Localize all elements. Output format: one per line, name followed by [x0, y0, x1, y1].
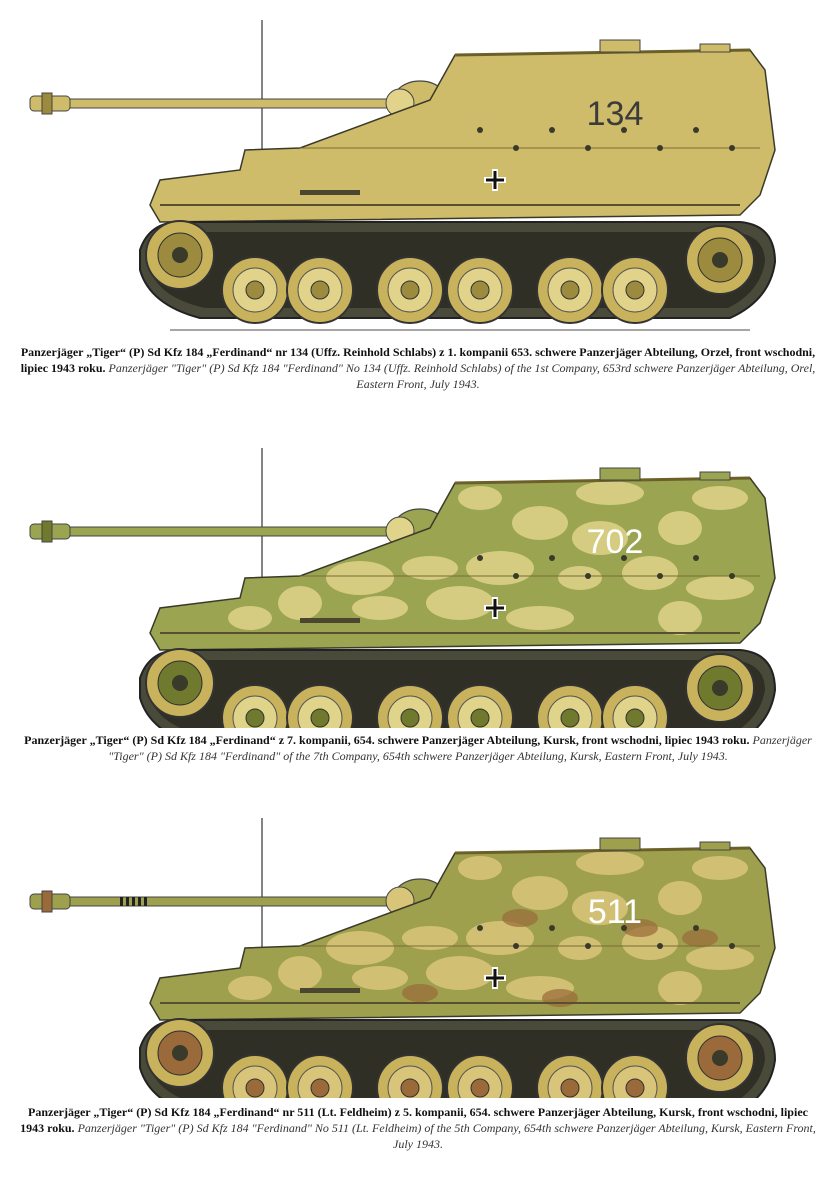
hull-number: 511 — [587, 893, 643, 931]
hull-number: 134 — [586, 95, 644, 133]
hull-number: 702 — [586, 523, 644, 561]
plate-2 — [0, 408, 836, 798]
caption-2 — [20, 732, 816, 764]
tank-illustration-2 — [0, 408, 836, 728]
caption-polish-1: Panzerjäger „Tiger“ (P) Sd Kfz 184 „Ferdinand“ nr 134 (Uffz. Reinhold Schlabs) z 1. kompanii 653. schwere Panzerjäger Abteilung, Orzeł, front wschodni, lipiec 1943 roku. — [20, 345, 816, 375]
caption-english-1: Panzerjäger "Tiger" (P) Sd Kfz 184 "Ferdinand" No 134 (Uffz. Reinhold Schlabs) of the 1st Company, 653rd schwere Panzerjäger Abteilung, Orel, Eastern Front, July 1943. — [108, 361, 816, 391]
caption-3 — [20, 1104, 816, 1152]
caption-polish-2: Panzerjäger „Tiger“ (P) Sd Kfz 184 „Ferdinand“ z 7. kompanii, 654. schwere Panzerjäger Abteilung, Kursk, front wschodni, lipiec 1943 roku. — [24, 733, 750, 747]
caption-english-2: Panzerjäger "Tiger" (P) Sd Kfz 184 "Ferdinand" of the 7th Company, 654th schwere Panzerjäger Abteilung, Kursk, Eastern Front, July 1943. — [108, 733, 812, 763]
tank-illustration-3 — [0, 778, 836, 1098]
caption-english-3: Panzerjäger "Tiger" (P) Sd Kfz 184 "Ferdinand" No 511 (Lt. Feldheim) of the 5th Company, 654th schwere Panzerjäger Abteilung, Kursk, Eastern Front, July 1943. — [77, 1121, 816, 1151]
plate-1 — [0, 0, 836, 410]
tank-illustration-1 — [0, 0, 836, 340]
caption-polish-3: Panzerjäger „Tiger“ (P) Sd Kfz 184 „Ferdinand“ nr 511 (Lt. Feldheim) z 5. kompanii, 654. schwere Panzerjäger Abteilung, Kursk, front wschodni, lipiec 1943 roku. — [20, 1105, 808, 1135]
caption-1 — [20, 344, 816, 392]
plate-3 — [0, 778, 836, 1179]
